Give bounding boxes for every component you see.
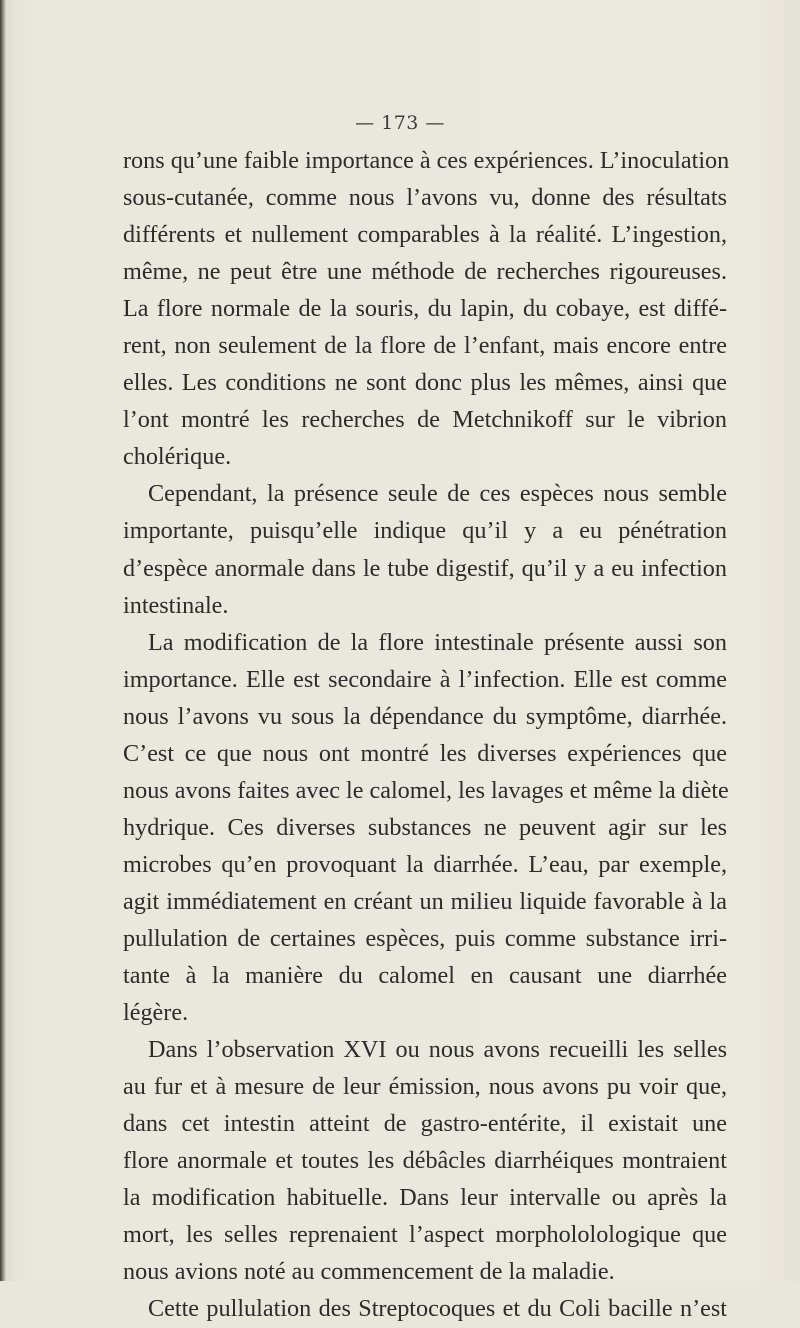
text-line: légère.	[123, 999, 189, 1027]
text-line: nous avions noté au commencement de la maladie.	[123, 1258, 615, 1286]
text-line: pullulation de certaines espèces, puis comme substance irri-	[123, 924, 727, 952]
text-line: rons qu’une faible importance à ces expériences. L’inoculation	[123, 147, 730, 174]
text-line: Cette pullulation des Streptocoques et du Coli bacille n’est	[148, 1295, 727, 1323]
text-line: flore anormale et toutes les débâcles diarrhéiques montraient	[123, 1147, 727, 1175]
text-line: la modification habituelle. Dans leur intervalle ou après la	[123, 1184, 727, 1212]
text-line: même, ne peut être une méthode de recherches rigoureuses.	[123, 258, 727, 286]
text-line: Dans l’observation XVI ou nous avons recueilli les selles	[148, 1036, 727, 1064]
text-line: importante, puisqu’elle indique qu’il y a eu pénétration	[123, 517, 727, 545]
text-line: La flore normale de la souris, du lapin, du cobaye, est diffé-	[123, 295, 727, 323]
text-line: tante à la manière du calomel en causant une diarrhée	[123, 962, 727, 990]
text-line: au fur et à mesure de leur émission, nous avons pu voir que,	[123, 1073, 727, 1101]
text-line: hydrique. Ces diverses substances ne peuvent agir sur les	[123, 813, 727, 841]
text-line: d’espèce anormale dans le tube digestif, qu’il y a eu infection	[123, 554, 727, 582]
page-binding-edge	[0, 0, 6, 1281]
text-line: microbes qu’en provoquant la diarrhée. L’eau, par exemple,	[123, 850, 727, 878]
text-line: sous-cutanée, comme nous l’avons vu, donne des résultats	[123, 184, 727, 212]
page-number: — 173 —	[355, 112, 445, 134]
text-line: mort, les selles reprenaient l’aspect morphololologique que	[123, 1221, 727, 1249]
text-line: La modification de la flore intestinale présente aussi son	[148, 628, 727, 656]
text-line: nous l’avons vu sous la dépendance du symptôme, diarrhée.	[123, 702, 727, 730]
text-line: Cependant, la présence seule de ces espèces nous semble	[148, 480, 727, 508]
text-line: nous avons faites avec le calomel, les lavages et même la diète	[123, 776, 729, 804]
text-line: agit immédiatement en créant un milieu liquide favorable à la	[123, 887, 727, 915]
body-text	[123, 142, 730, 1328]
text-line: C’est ce que nous ont montré les diverses expériences que	[123, 739, 727, 767]
text-line: l’ont montré les recherches de Metchnikoff sur le vibrion	[123, 406, 727, 434]
text-line: elles. Les conditions ne sont donc plus les mêmes, ainsi que	[123, 369, 727, 397]
text-line: importance. Elle est secondaire à l’infection. Elle est comme	[123, 665, 727, 693]
text-line: rent, non seulement de la flore de l’enfant, mais encore entre	[123, 332, 727, 360]
text-line: cholérique.	[123, 443, 232, 471]
text-line: intestinale.	[123, 591, 229, 619]
text-line: dans cet intestin atteint de gastro-entérite, il existait une	[123, 1110, 727, 1138]
text-line: différents et nullement comparables à la réalité. L’ingestion,	[123, 221, 727, 249]
